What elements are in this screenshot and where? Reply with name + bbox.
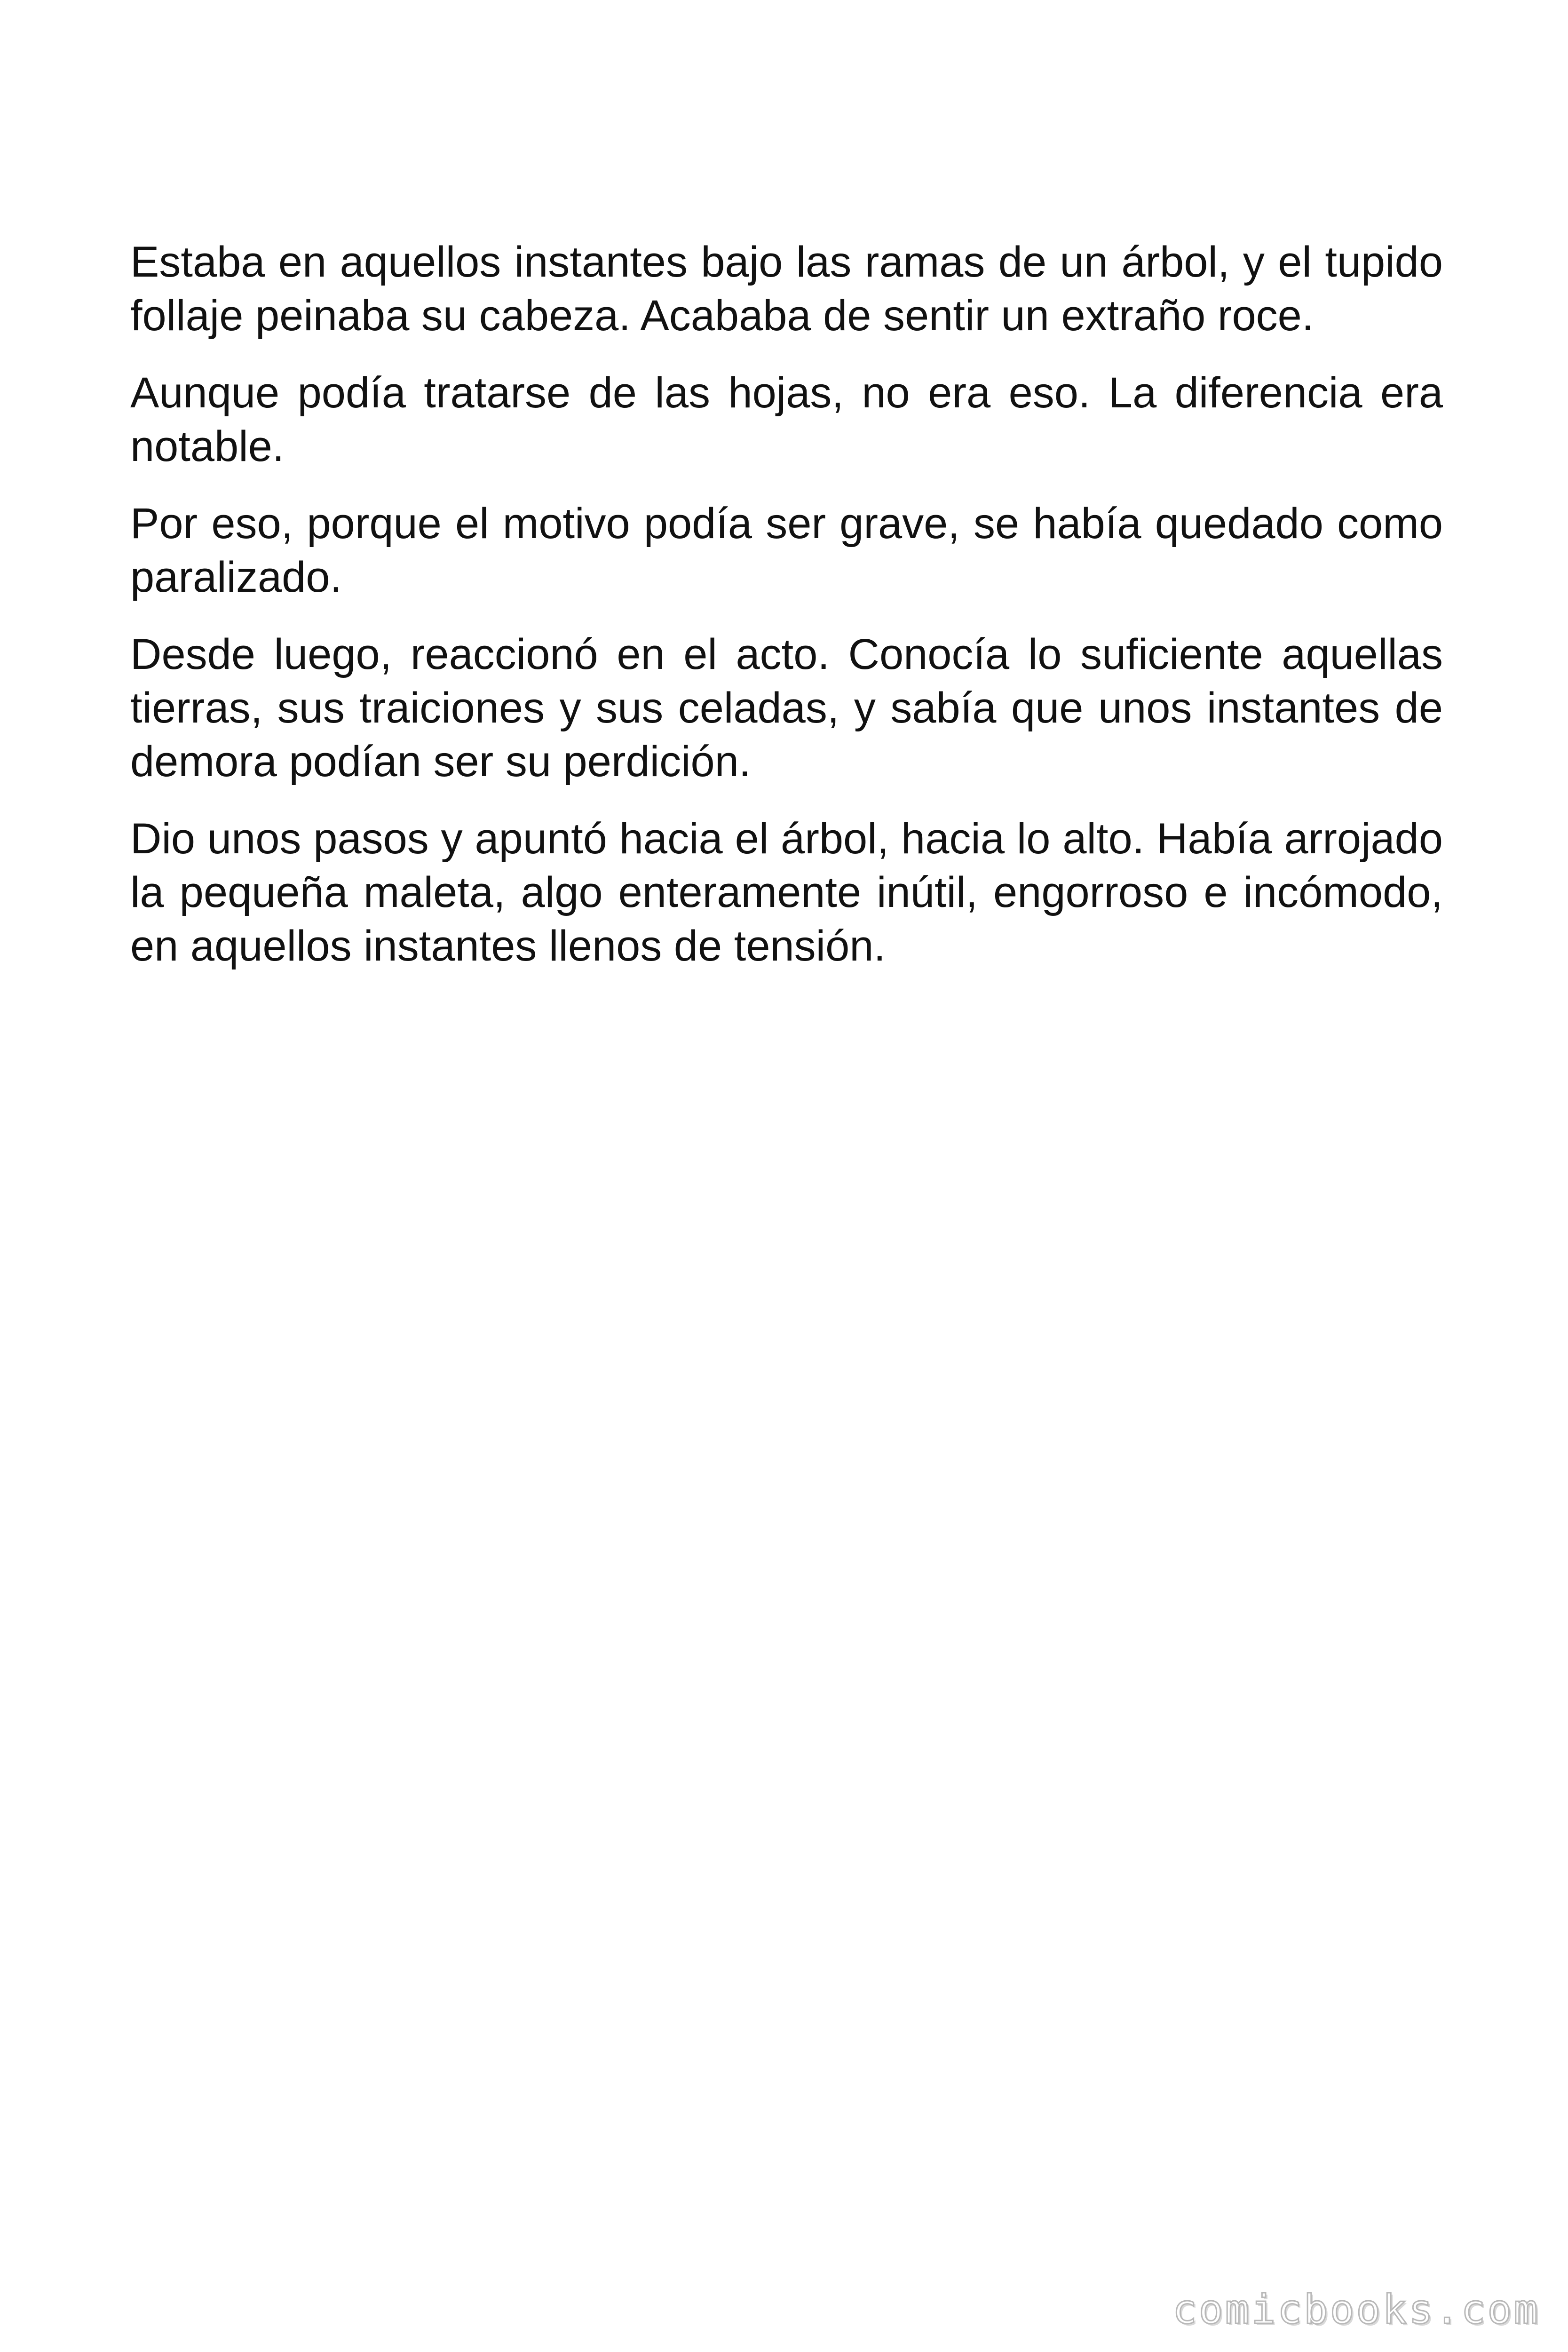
body-text	[130, 235, 1443, 996]
paragraph-3: Por eso, porque el motivo podía ser grave, se había quedado como paralizado.	[130, 500, 1443, 601]
paragraph-1: Estaba en aquellos instantes bajo las ramas de un árbol, y el tupido follaje peinaba su cabeza. Acababa de sentir un extraño roce.	[130, 238, 1443, 340]
paragraph-5: Dio unos pasos y apuntó hacia el árbol, hacia lo alto. Había arrojado la pequeña maleta, algo enteramente inútil, engorroso e incómodo, en aquellos instantes llenos de tensión.	[130, 815, 1443, 970]
watermark: comicbooks.com	[1172, 2286, 1540, 2333]
paragraph-2: Aunque podía tratarse de las hojas, no era eso. La diferencia era notable.	[130, 369, 1443, 470]
paragraph-4: Desde luego, reaccionó en el acto. Conocía lo suficiente aquellas tierras, sus traiciones y sus celadas, y sabía que unos instantes de demora podían ser su perdición.	[130, 630, 1443, 786]
